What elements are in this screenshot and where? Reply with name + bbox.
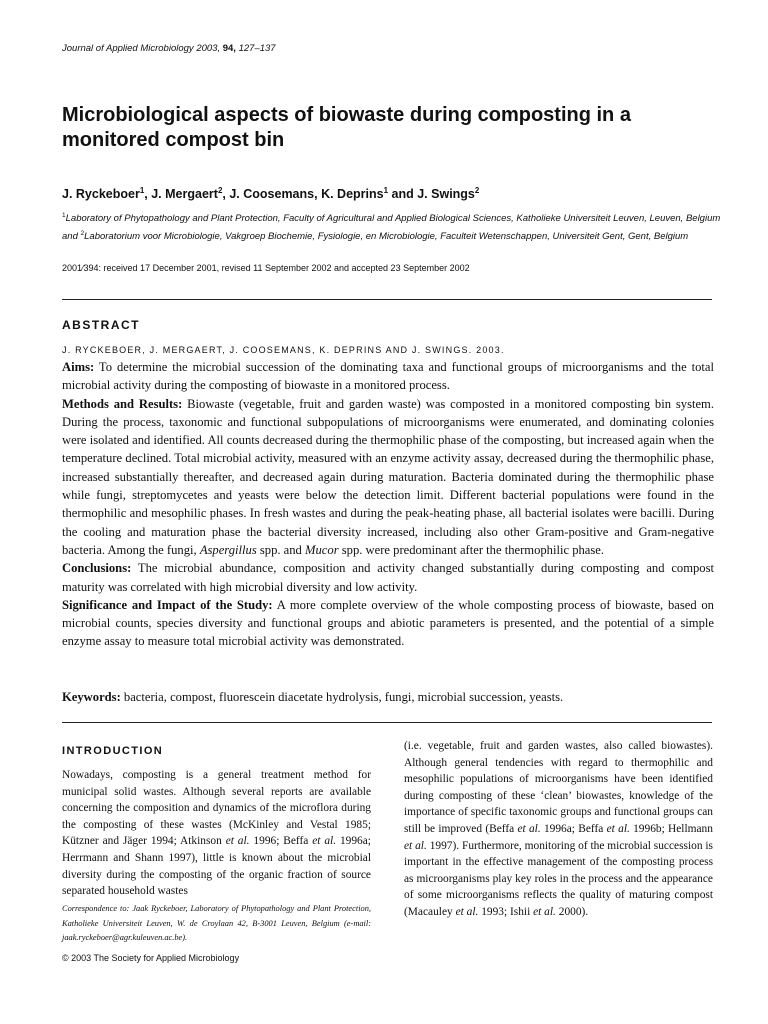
keywords-label: Keywords:: [62, 690, 121, 704]
correspondence-note: Correspondence to: Jaak Ryckeboer, Laboratory of Phytopathology and Plant Protection, Katholieke Universiteit Leuven, W. de Croylaan 42, B-3001 Leuven, Belgium (e-mail: jaak.ryckeboer@agr.kuleuven.ac.be).: [62, 904, 371, 942]
copyright-notice: © 2003 The Society for Applied Microbiology: [62, 953, 240, 963]
abstract-heading: ABSTRACT: [62, 318, 140, 332]
affiliation-superscript: 2: [80, 230, 85, 238]
conclusions-label: Conclusions:: [62, 561, 132, 576]
aims-label: Aims:: [62, 360, 95, 374]
et-al: et al.: [455, 905, 479, 918]
methods-text: spp. were predominant after the thermophilic phase.: [341, 542, 605, 557]
intro-text: 1996a; Beffa: [543, 822, 604, 835]
received-dates: 2001∕394: received 17 December 2001, revised 11 September 2002 and accepted 23 September 2002: [62, 263, 470, 273]
author-superscript: 2: [217, 186, 223, 195]
genus-name: Aspergillus: [199, 542, 257, 557]
author-and: and: [391, 187, 414, 202]
et-al: et al.: [225, 835, 250, 848]
paper-title: Microbiological aspects of biowaste during composting in a monitored compost bin: [62, 104, 631, 151]
author: J. Ryckeboer: [62, 187, 140, 202]
author-superscript: 1: [139, 186, 145, 195]
introduction-left-column: [62, 767, 371, 900]
abstract-methods: [62, 395, 714, 560]
intro-text: 1997). Furthermore, monitoring of the microbial succession is important in the effective management of the composting process as microorganisms play key roles in the process and the appearance of some microorganisms reflects the quality of maturing compost (Macauley: [404, 839, 713, 918]
abstract-authors-line: J. RYCKEBOER, J. MERGAERT, J. COOSEMANS, K. DEPRINS AND J. SWINGS. 2003.: [62, 345, 505, 355]
abstract-conclusions: [62, 559, 714, 596]
et-al: et al.: [404, 839, 427, 852]
intro-text: 1996b; Hellmann: [633, 822, 713, 835]
affiliation-text: Laboratory of Phytopathology and Plant Protection, Faculty of Agricultural and Applied Biological Sciences, Katholieke Universiteit Leuven, Leuven, Belgium and: [62, 213, 721, 243]
abstract-significance: [62, 596, 714, 651]
genus-name: Mucor: [305, 542, 339, 557]
divider: [62, 722, 712, 723]
et-al: et al.: [533, 905, 556, 918]
intro-text: 1996; Beffa: [253, 835, 309, 848]
author: J. Swings: [417, 187, 475, 202]
journal-pages: 127–137: [238, 43, 276, 54]
significance-text: A more complete overview of the whole composting process of biowaste, based on microbial counts, species diversity and functional groups and abiotic parameters is presented, and the potential of a simple enzyme assay to measure total microbial activity was demonstrated.: [62, 597, 714, 649]
abstract-body: [62, 358, 714, 651]
et-al: et al.: [517, 822, 541, 835]
introduction-right-column: [404, 738, 713, 921]
conclusions-text: The microbial abundance, composition and activity changed substantially during composting and compost maturity was correlated with high microbial diversity and low activity.: [62, 561, 715, 594]
methods-text: spp. and: [259, 542, 302, 557]
affiliation-text: Laboratorium voor Microbiologie, Vakgroep Biochemie, Fysiologie, en Microbiologie, Faculteit Wetenschappen, Universiteit Gent, Gent, Belgium: [84, 231, 689, 243]
et-al: et al.: [606, 822, 630, 835]
keywords: [62, 690, 712, 705]
divider: [62, 299, 712, 300]
aims-text: To determine the microbial succession of the dominating taxa and functional groups of microorganisms and the total microbial activity during the composting of biowaste in a monitored process.: [62, 360, 714, 393]
introduction-heading: INTRODUCTION: [62, 745, 164, 757]
et-al: et al.: [312, 835, 337, 848]
abstract-aims: [62, 358, 714, 395]
author-list: J. Ryckeboer$^1$, J. Mergaert$^2$, J. Coosemans, K. Deprins$^1$ and J. Swings$^2$: [62, 186, 480, 202]
affiliations: [62, 208, 722, 244]
journal-name: Journal of Applied Microbiology: [62, 43, 194, 54]
methods-text: Biowaste (vegetable, fruit and garden waste) was composted in a monitored composting bin system. During the process, taxonomic and functional subpopulations of microorganisms were enumerated, and dominating colonies were isolated and identified. All counts decreased during the thermophilic phase of the composting, but increased again when the temperature declined. Total microbial activity, measured with an enzyme activity assay, decreased during the thermophilic phase, increased substantially thereafter, and decreased again during maturation. Bacteria dominated during the thermophilic phase while fungi, streptomycetes and yeasts were below the detection limit. Different bacterial populations were found in the thermophilic and mesophilic phases. In fresh wastes and during the peak-heating phase, all bacterial isolates were bacilli. During the cooling and maturation phase the bacterial diversity increased, including also other Gram-positive and Gram-negative bacteria. Among the fungi,: [62, 396, 714, 557]
journal-volume: 94,: [222, 43, 236, 54]
keywords-text: bacteria, compost, fluorescein diacetate hydrolysis, fungi, microbial succession, yeasts.: [123, 690, 564, 704]
journal-year: 2003,: [196, 43, 221, 54]
author-superscript: 1: [383, 186, 389, 195]
intro-text: Nowadays, composting is a general treatment method for municipal solid wastes. Although several reports are available concerning the composition and dynamics of the microflora during the composting of these wastes (McKinley and Vestal 1985; Kützner and Jäger 1994; Atkinson: [62, 769, 371, 848]
methods-label: Methods and Results:: [62, 396, 183, 411]
affiliation-superscript: 1: [62, 212, 66, 219]
author-superscript: 2: [474, 186, 480, 195]
intro-text: 1996a; Herrmann and Shann 1997), little is known about the microbial diversity during the composting of the organic fraction of source separated household wastes: [62, 835, 371, 898]
intro-text: 1993; Ishii: [481, 905, 531, 918]
intro-text: (i.e. vegetable, fruit and garden wastes, also called biowastes). Although general tendencies with regard to thermophilic and mesophilic populations of microorganisms have been identified during composting of these ‘clean’ biowastes, knowledge of the importance of specific taxonomic groups and functional groups can still be improved (Beffa: [404, 740, 713, 835]
author: K. Deprins: [321, 187, 384, 202]
author: J. Mergaert: [151, 187, 218, 202]
significance-label: Significance and Impact of the Study:: [62, 597, 273, 612]
intro-text: 2000).: [558, 905, 589, 918]
journal-citation: [62, 43, 276, 54]
author: J. Coosemans: [229, 187, 315, 202]
